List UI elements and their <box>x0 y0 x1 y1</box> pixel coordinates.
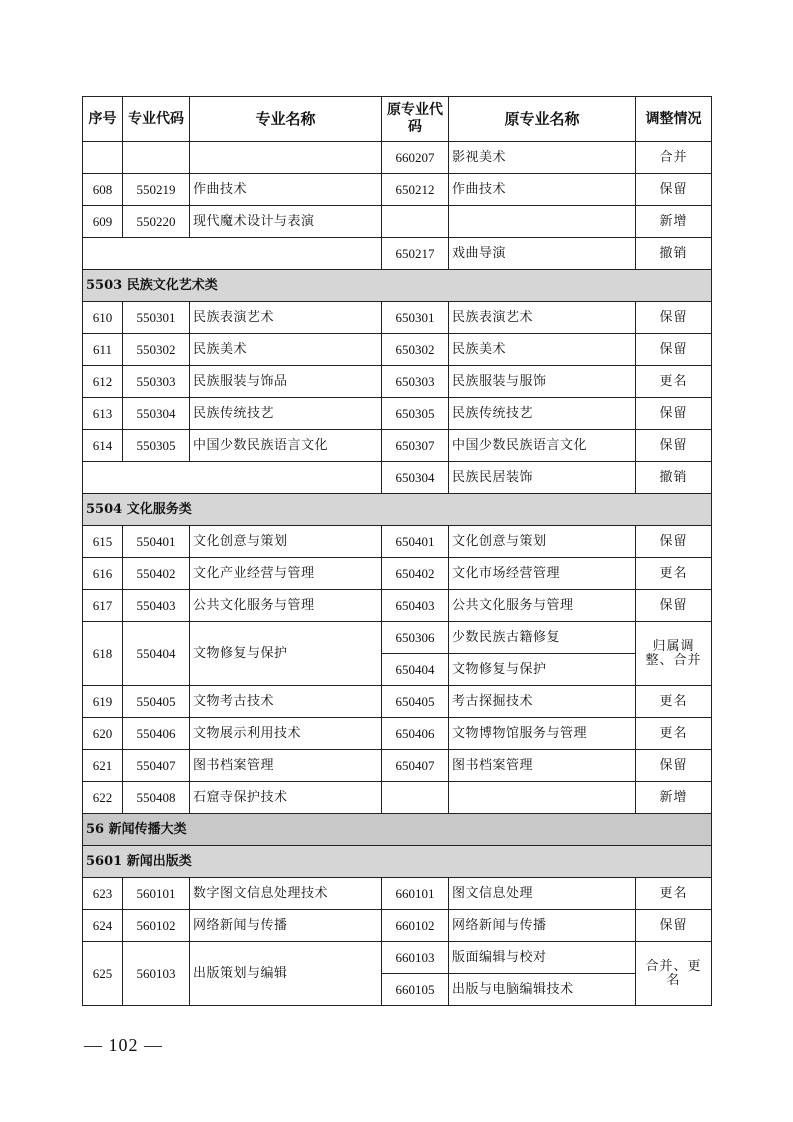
orig-code-cell: 660207 <box>382 142 449 174</box>
code-cell: 550408 <box>123 782 190 814</box>
seq-cell: 609 <box>83 206 123 238</box>
header-orig-code: 原专业代码 <box>382 97 449 142</box>
status-cell: 保留 <box>636 302 712 334</box>
code-cell: 550304 <box>123 398 190 430</box>
orig-name-cell: 文化创意与策划 <box>449 526 636 558</box>
seq-cell: 622 <box>83 782 123 814</box>
code-cell: 550405 <box>123 686 190 718</box>
name-cell: 文化创意与策划 <box>190 526 382 558</box>
major-category-row <box>83 814 712 846</box>
table-row <box>83 878 712 910</box>
table-row <box>83 334 712 366</box>
major-catalog-table <box>82 96 712 1006</box>
blank-cell <box>83 462 382 494</box>
name-cell: 石窟寺保护技术 <box>190 782 382 814</box>
code-cell: 550303 <box>123 366 190 398</box>
status-cell: 保留 <box>636 910 712 942</box>
seq-cell: 610 <box>83 302 123 334</box>
status-cell: 撤销 <box>636 462 712 494</box>
status-cell: 保留 <box>636 334 712 366</box>
orig-name-cell: 考古探掘技术 <box>449 686 636 718</box>
status-cell: 保留 <box>636 526 712 558</box>
table-row <box>83 526 712 558</box>
table-row <box>83 942 712 974</box>
orig-code-cell: 650404 <box>382 654 449 686</box>
category-title: 5503 民族文化艺术类 <box>83 270 712 302</box>
name-cell: 数字图文信息处理技术 <box>190 878 382 910</box>
code-cell: 550219 <box>123 174 190 206</box>
code-cell: 550407 <box>123 750 190 782</box>
category-title: 5504 文化服务类 <box>83 494 712 526</box>
category-row <box>83 494 712 526</box>
orig-code-cell: 650406 <box>382 718 449 750</box>
table-row <box>83 686 712 718</box>
code-cell: 550403 <box>123 590 190 622</box>
table-row <box>83 302 712 334</box>
table-row <box>83 590 712 622</box>
status-cell: 撤销 <box>636 238 712 270</box>
orig-code-cell: 660101 <box>382 878 449 910</box>
name-cell: 文物考古技术 <box>190 686 382 718</box>
orig-code-cell: 650402 <box>382 558 449 590</box>
status-cell: 保留 <box>636 174 712 206</box>
name-cell: 中国少数民族语言文化 <box>190 430 382 462</box>
status-cell: 合并 <box>636 142 712 174</box>
status-cell: 更名 <box>636 558 712 590</box>
name-cell: 作曲技术 <box>190 174 382 206</box>
orig-code-cell: 650407 <box>382 750 449 782</box>
table-row <box>83 398 712 430</box>
seq-cell: 612 <box>83 366 123 398</box>
orig-name-cell: 民族表演艺术 <box>449 302 636 334</box>
name-cell: 民族美术 <box>190 334 382 366</box>
orig-name-cell: 民族民居装饰 <box>449 462 636 494</box>
seq-cell: 617 <box>83 590 123 622</box>
page-number: — 102 — <box>84 1035 163 1055</box>
status-cell: 保留 <box>636 430 712 462</box>
orig-code-cell <box>382 206 449 238</box>
status-cell: 更名 <box>636 878 712 910</box>
header-status: 调整情况 <box>636 97 712 142</box>
code-cell: 560101 <box>123 878 190 910</box>
orig-name-cell: 网络新闻与传播 <box>449 910 636 942</box>
name-cell: 文化产业经营与管理 <box>190 558 382 590</box>
table-row <box>83 718 712 750</box>
table-row <box>83 142 712 174</box>
code-cell: 550302 <box>123 334 190 366</box>
name-cell: 民族表演艺术 <box>190 302 382 334</box>
header-code: 专业代码 <box>123 97 190 142</box>
table-row <box>83 206 712 238</box>
code-cell: 560102 <box>123 910 190 942</box>
table-body <box>83 142 712 1006</box>
code-cell: 550402 <box>123 558 190 590</box>
table-row <box>83 750 712 782</box>
table-row <box>83 622 712 654</box>
orig-code-cell: 650307 <box>382 430 449 462</box>
seq-cell: 624 <box>83 910 123 942</box>
orig-name-cell: 民族服装与服饰 <box>449 366 636 398</box>
category-row <box>83 846 712 878</box>
orig-name-cell: 影视美术 <box>449 142 636 174</box>
seq-cell: 619 <box>83 686 123 718</box>
category-row <box>83 270 712 302</box>
table-row <box>83 558 712 590</box>
header-seq: 序号 <box>83 97 123 142</box>
orig-code-cell: 650302 <box>382 334 449 366</box>
orig-name-cell: 戏曲导演 <box>449 238 636 270</box>
orig-code-cell: 650304 <box>382 462 449 494</box>
seq-cell: 613 <box>83 398 123 430</box>
name-cell: 出版策划与编辑 <box>190 942 382 1006</box>
table-row <box>83 430 712 462</box>
status-cell: 保留 <box>636 398 712 430</box>
orig-name-cell: 文化市场经营管理 <box>449 558 636 590</box>
code-cell: 550220 <box>123 206 190 238</box>
table-row <box>83 782 712 814</box>
orig-code-cell: 650401 <box>382 526 449 558</box>
name-cell: 图书档案管理 <box>190 750 382 782</box>
status-cell: 新增 <box>636 782 712 814</box>
name-cell: 文物修复与保护 <box>190 622 382 686</box>
orig-name-cell: 民族美术 <box>449 334 636 366</box>
seq-cell: 623 <box>83 878 123 910</box>
seq-cell: 608 <box>83 174 123 206</box>
code-cell <box>123 142 190 174</box>
name-cell: 现代魔术设计与表演 <box>190 206 382 238</box>
name-cell <box>190 142 382 174</box>
name-cell: 民族服装与饰品 <box>190 366 382 398</box>
name-cell: 公共文化服务与管理 <box>190 590 382 622</box>
header-row <box>83 97 712 142</box>
code-cell: 550406 <box>123 718 190 750</box>
code-cell: 550404 <box>123 622 190 686</box>
orig-name-cell: 民族传统技艺 <box>449 398 636 430</box>
status-cell: 归属调整、合并 <box>636 622 712 686</box>
status-cell: 更名 <box>636 718 712 750</box>
seq-cell: 620 <box>83 718 123 750</box>
seq-cell: 618 <box>83 622 123 686</box>
code-cell: 550305 <box>123 430 190 462</box>
orig-name-cell <box>449 782 636 814</box>
orig-code-cell: 650305 <box>382 398 449 430</box>
name-cell: 民族传统技艺 <box>190 398 382 430</box>
header-name: 专业名称 <box>190 97 382 142</box>
orig-name-cell: 文物博物馆服务与管理 <box>449 718 636 750</box>
orig-code-cell: 660103 <box>382 942 449 974</box>
orig-name-cell <box>449 206 636 238</box>
status-cell: 合并、更名 <box>636 942 712 1006</box>
orig-code-cell: 650306 <box>382 622 449 654</box>
table-row <box>83 462 712 494</box>
seq-cell <box>83 142 123 174</box>
orig-code-cell: 650403 <box>382 590 449 622</box>
orig-name-cell: 图书档案管理 <box>449 750 636 782</box>
blank-cell <box>83 238 382 270</box>
orig-code-cell: 650212 <box>382 174 449 206</box>
seq-cell: 616 <box>83 558 123 590</box>
orig-code-cell: 660105 <box>382 974 449 1006</box>
name-cell: 网络新闻与传播 <box>190 910 382 942</box>
status-cell: 更名 <box>636 686 712 718</box>
orig-name-cell: 中国少数民族语言文化 <box>449 430 636 462</box>
seq-cell: 615 <box>83 526 123 558</box>
header-orig-name: 原专业名称 <box>449 97 636 142</box>
orig-code-cell: 650303 <box>382 366 449 398</box>
orig-name-cell: 作曲技术 <box>449 174 636 206</box>
orig-code-cell <box>382 782 449 814</box>
orig-name-cell: 少数民族古籍修复 <box>449 622 636 654</box>
code-cell: 550301 <box>123 302 190 334</box>
table-row <box>83 366 712 398</box>
seq-cell: 625 <box>83 942 123 1006</box>
orig-code-cell: 650217 <box>382 238 449 270</box>
status-cell: 更名 <box>636 366 712 398</box>
orig-name-cell: 出版与电脑编辑技术 <box>449 974 636 1006</box>
seq-cell: 611 <box>83 334 123 366</box>
orig-name-cell: 公共文化服务与管理 <box>449 590 636 622</box>
code-cell: 550401 <box>123 526 190 558</box>
orig-code-cell: 650405 <box>382 686 449 718</box>
orig-name-cell: 文物修复与保护 <box>449 654 636 686</box>
table-row <box>83 238 712 270</box>
status-cell: 保留 <box>636 590 712 622</box>
orig-code-cell: 650301 <box>382 302 449 334</box>
status-cell: 新增 <box>636 206 712 238</box>
seq-cell: 614 <box>83 430 123 462</box>
table-row <box>83 910 712 942</box>
status-cell: 保留 <box>636 750 712 782</box>
category-title: 5601 新闻出版类 <box>83 846 712 878</box>
table-row <box>83 174 712 206</box>
orig-name-cell: 图文信息处理 <box>449 878 636 910</box>
orig-name-cell: 版面编辑与校对 <box>449 942 636 974</box>
major-category-title: 56 新闻传播大类 <box>83 814 712 846</box>
name-cell: 文物展示利用技术 <box>190 718 382 750</box>
seq-cell: 621 <box>83 750 123 782</box>
code-cell: 560103 <box>123 942 190 1006</box>
orig-code-cell: 660102 <box>382 910 449 942</box>
